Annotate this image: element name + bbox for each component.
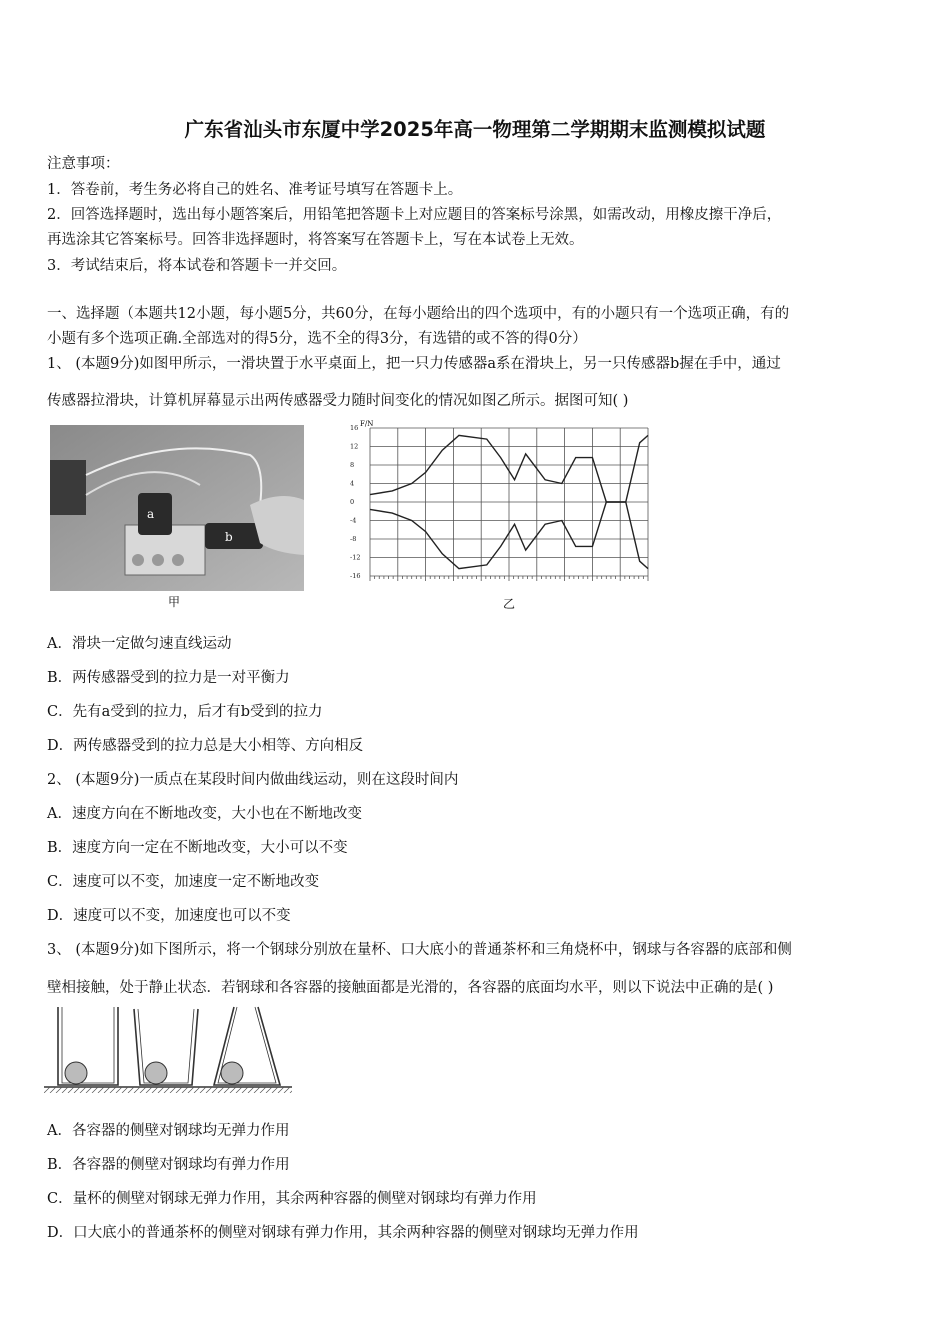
graph-axis-label: F/N xyxy=(360,420,374,428)
graph-tick-label: 8 xyxy=(350,461,355,469)
figure-label-yi: 乙 xyxy=(503,597,516,611)
question-1-stem: 1、 (本题9分)如图甲所示，一滑块置于水平桌面上，把一只力传感器a系在滑块上，另一只传感器b握在手中，通过 xyxy=(47,356,781,372)
option-a: A．滑块一定做匀速直线运动 xyxy=(47,636,232,652)
graph-tick-label: -8 xyxy=(350,535,357,543)
graph-tick-label: 12 xyxy=(350,442,359,451)
question-3-stem: 3、 (本题9分)如下图所示，将一个钢球分别放在量杯、口大底小的普通茶杯和三角烧杯中，钢球与各容器的底部和侧 xyxy=(47,942,792,958)
notice-item: 3．考试结束后，将本试卷和答题卡一并交回。 xyxy=(47,258,347,274)
photo-label-b: b xyxy=(225,530,233,544)
page-title: 广东省汕头市东厦中学2025年高一物理第二学期期末监测模拟试题 xyxy=(184,118,766,141)
force-time-graph xyxy=(348,418,654,590)
option-a: A．速度方向在不断地改变，大小也在不断地改变 xyxy=(47,806,362,822)
graph-tick-label: -4 xyxy=(350,516,357,525)
graph-tick-label: -12 xyxy=(350,553,361,562)
option-a: A．各容器的侧壁对钢球均无弹力作用 xyxy=(47,1123,290,1139)
graph-tick-label: 4 xyxy=(350,479,355,488)
steel-ball xyxy=(145,1062,167,1084)
option-d: D．两传感器受到的拉力总是大小相等、方向相反 xyxy=(47,738,364,754)
option-b: B．各容器的侧壁对钢球均有弹力作用 xyxy=(47,1157,290,1173)
question-3-stem: 壁相接触，处于静止状态．若钢球和各容器的接触面都是光滑的，各容器的底面均水平，则以下说法中正确的是( ) xyxy=(47,980,774,996)
option-c: C．量杯的侧壁对钢球无弹力作用，其余两种容器的侧壁对钢球均有弹力作用 xyxy=(47,1191,537,1207)
figure-label-jia: 甲 xyxy=(168,595,181,609)
steel-ball xyxy=(221,1062,243,1084)
question-2-stem: 2、 (本题9分)一质点在某段时间内做曲线运动，则在这段时间内 xyxy=(47,772,459,788)
graph-tick-label: 16 xyxy=(350,424,359,432)
notice-item: 再选涂其它答案标号。回答非选择题时，将答案写在答题卡上，写在本试卷上无效。 xyxy=(47,232,584,248)
section-intro: 一、选择题（本题共12小题，每小题5分，共60分，在每小题给出的四个选项中，有的小题只有一个选项正确，有的 xyxy=(47,306,790,322)
option-b: B．两传感器受到的拉力是一对平衡力 xyxy=(47,670,290,686)
option-c: C．先有a受到的拉力，后才有b受到的拉力 xyxy=(47,704,323,720)
question-1-stem: 传感器拉滑块，计算机屏幕显示出两传感器受力随时间变化的情况如图乙所示。据图可知( ) xyxy=(47,393,629,409)
option-b: B．速度方向一定在不断地改变，大小可以不变 xyxy=(47,840,348,856)
option-d: D．口大底小的普通茶杯的侧壁对钢球有弹力作用，其余两种容器的侧壁对钢球均无弹力作用 xyxy=(47,1225,639,1241)
graph-tick-label: -16 xyxy=(350,572,361,580)
notice-item: 1．答卷前，考生务必将自己的姓名、准考证号填写在答题卡上。 xyxy=(47,182,463,198)
notice-heading: 注意事项： xyxy=(47,156,120,172)
option-d: D．速度可以不变，加速度也可以不变 xyxy=(47,908,291,924)
sensor-photo xyxy=(50,425,304,591)
notice-item: 2．回答选择题时，选出每小题答案后，用铅笔把答题卡上对应题目的答案标号涂黑，如需改动，用橡皮擦干净后， xyxy=(47,207,782,223)
option-c: C．速度可以不变，加速度一定不断地改变 xyxy=(47,874,320,890)
photo-label-a: a xyxy=(147,507,155,521)
section-intro: 小题有多个选项正确.全部选对的得5分，选不全的得3分，有选错的或不答的得0分） xyxy=(47,331,587,347)
steel-ball xyxy=(65,1062,87,1084)
graph-tick-label: 0 xyxy=(350,498,355,506)
containers-figure xyxy=(44,1003,292,1093)
